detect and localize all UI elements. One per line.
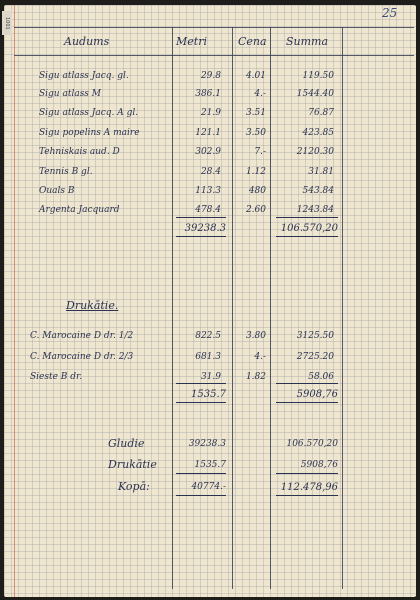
summary-qty: 40774.-: [191, 482, 226, 492]
total-underline: [176, 236, 226, 237]
margin-line: [14, 5, 15, 597]
item-qty: 822.5: [195, 331, 221, 341]
summary-label: Kopā:: [118, 480, 150, 493]
item-price: 3.80: [245, 331, 266, 341]
item-price: 3.50: [245, 128, 266, 138]
summary-underline: [276, 495, 338, 496]
summary-qty: 1535.7: [194, 460, 226, 470]
total-underline: [276, 383, 338, 384]
item-sum: 58.06: [308, 372, 334, 382]
item-qty: 29.8: [200, 71, 221, 81]
item-sum: 543.84: [302, 186, 334, 196]
item-price: 4.-: [254, 89, 266, 99]
summary-underline: [176, 495, 226, 496]
total-underline: [276, 236, 338, 237]
header-bottom-rule: [14, 55, 414, 56]
page-number: 25: [382, 6, 398, 20]
header-top-rule: [14, 27, 414, 28]
summary-sum: 5908,76: [300, 460, 338, 470]
header-sum: Summa: [286, 35, 329, 48]
header-qty: Metri: [176, 35, 207, 48]
item-price: 1.12: [245, 167, 266, 177]
summary-underline: [276, 473, 338, 474]
item-qty: 681.3: [195, 352, 221, 362]
item-sum: 1243.84: [296, 205, 334, 215]
total-underline: [176, 402, 226, 403]
item-name: Tehniskais aud. D: [39, 147, 120, 157]
item-qty: 113.3: [195, 186, 221, 196]
total-underline: [176, 217, 226, 218]
column-rule-end: [342, 27, 343, 589]
item-qty: 21.9: [200, 108, 221, 118]
section-title: Drukātie.: [66, 299, 119, 312]
item-sum: 31.81: [308, 167, 334, 177]
item-name: Sigu popelins A maire: [39, 128, 140, 138]
item-sum: 76.87: [308, 108, 334, 118]
item-qty: 386.1: [195, 89, 221, 99]
printed-total-sum: 5908,76: [296, 389, 338, 400]
item-price: 480: [248, 186, 266, 196]
item-price: 7.-: [254, 147, 266, 157]
header-price: Cena: [238, 35, 267, 48]
total-underline: [276, 217, 338, 218]
summary-label: Drukātie: [108, 458, 157, 471]
item-price: 3.51: [245, 108, 266, 118]
item-name: Sigu atlass Jacq. gl.: [39, 71, 129, 81]
item-sum: 423.85: [302, 128, 334, 138]
item-sum: 2120.30: [296, 147, 334, 157]
item-price: 1.82: [245, 372, 266, 382]
summary-label: Gludie: [108, 437, 145, 450]
item-qty: 31.9: [200, 372, 221, 382]
item-price: 4.01: [245, 71, 266, 81]
item-price: 4.-: [254, 352, 266, 362]
item-name: C. Marocaine D dr. 1/2: [30, 331, 134, 341]
item-qty: 121.1: [195, 128, 221, 138]
archive-stamp: 1001: [2, 11, 12, 35]
summary-underline: [176, 473, 226, 474]
item-name: Ouals B: [39, 186, 75, 196]
item-sum: 2725.20: [296, 352, 334, 362]
item-qty: 28.4: [200, 167, 221, 177]
summary-sum: 112.478,96: [280, 482, 338, 493]
summary-sum: 106.570,20: [286, 439, 338, 449]
printed-total-qty: 1535.7: [191, 389, 226, 400]
item-name: Tennis B gl.: [39, 167, 93, 177]
item-name: Sigu atlass Jacq. A gl.: [39, 108, 139, 118]
total-underline: [276, 402, 338, 403]
item-name: C. Marocaine D dr. 2/3: [30, 352, 134, 362]
column-rule-sum: [270, 27, 271, 589]
item-name: Argenta Jacquard: [39, 205, 120, 215]
summary-qty: 39238.3: [188, 439, 226, 449]
column-rule-qty: [172, 27, 173, 589]
item-qty: 302.9: [195, 147, 221, 157]
item-sum: 1544.40: [296, 89, 334, 99]
header-item: Audums: [64, 35, 110, 48]
total-underline: [176, 383, 226, 384]
fabric-total-sum: 106.570,20: [280, 223, 338, 234]
column-rule-price: [232, 27, 233, 589]
fabric-total-qty: 39238.3: [184, 223, 226, 234]
item-qty: 478.4: [195, 205, 221, 215]
item-name: Sigu atlass M: [39, 89, 102, 99]
item-price: 2.60: [245, 205, 266, 215]
item-sum: 119.50: [302, 71, 334, 81]
item-name: Sieste B dr.: [30, 372, 83, 382]
item-sum: 3125.50: [296, 331, 334, 341]
ledger-page: [4, 5, 416, 597]
